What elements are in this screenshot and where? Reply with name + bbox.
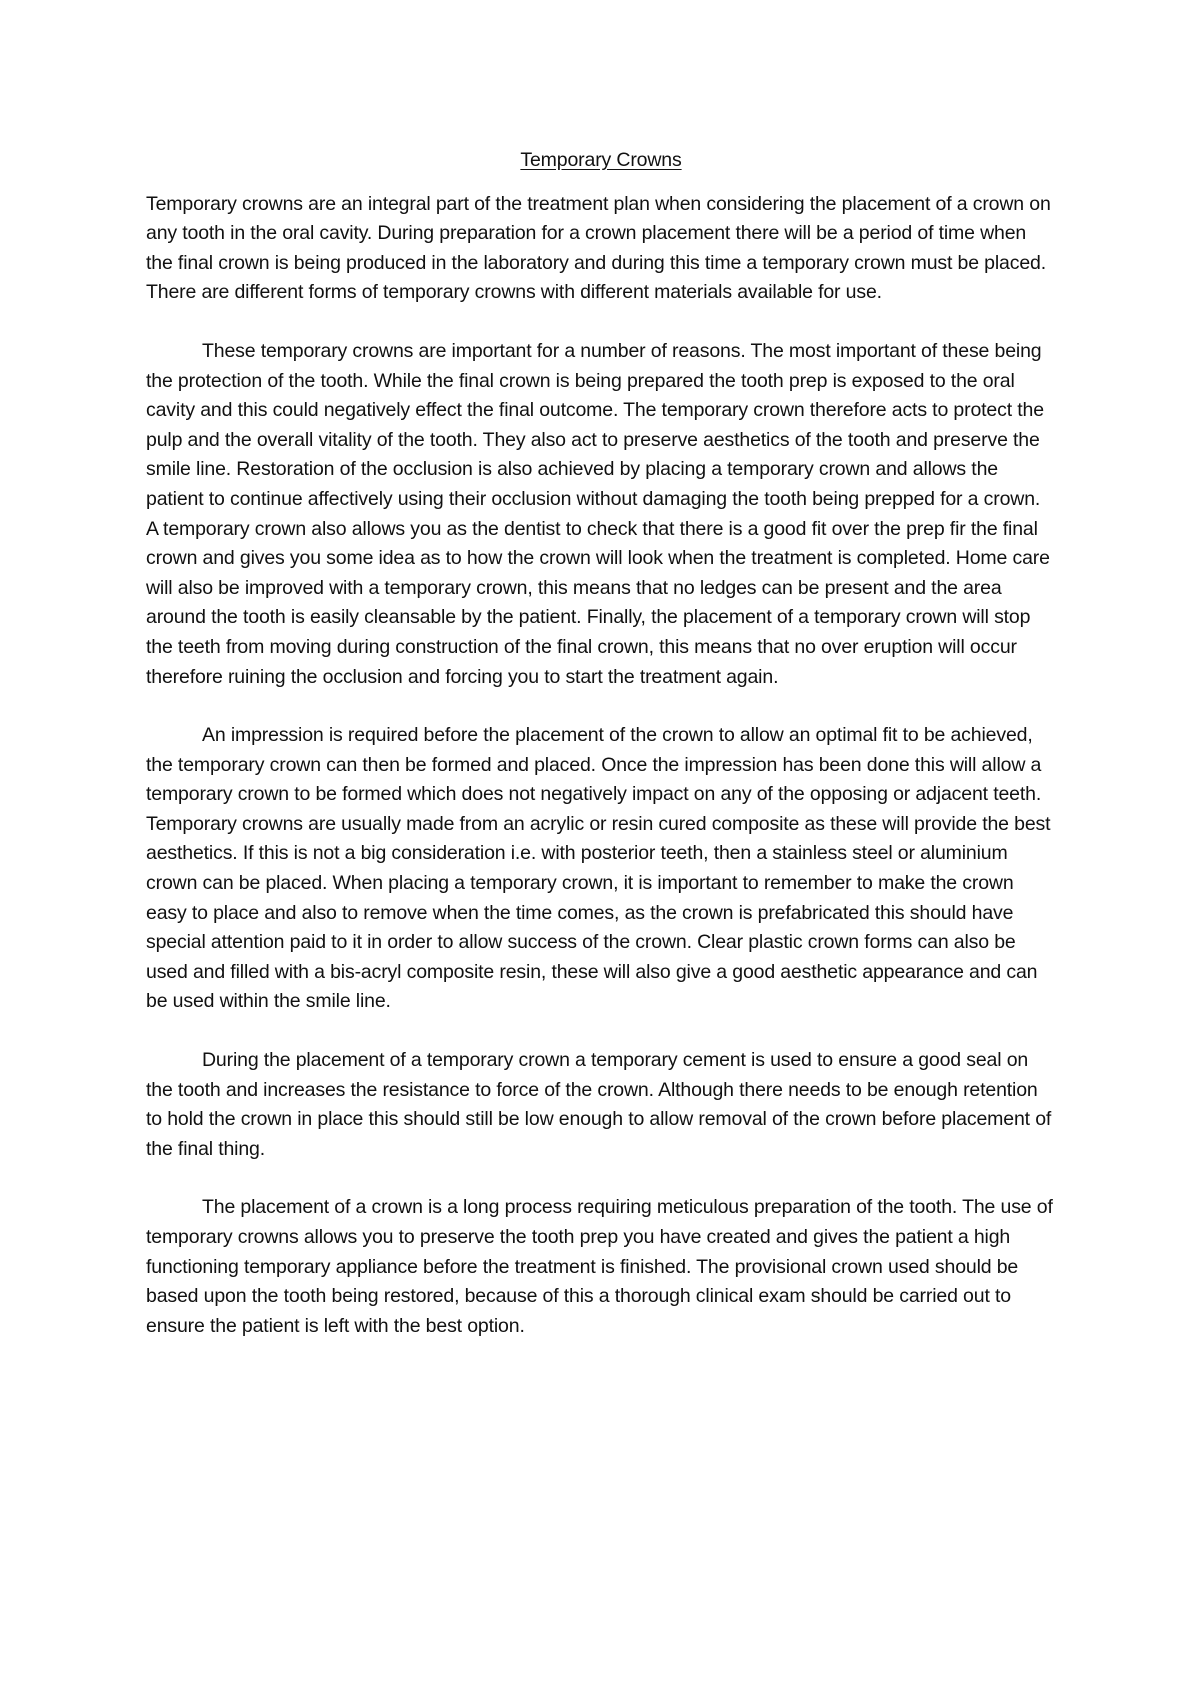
paragraph-impression: An impression is required before the placement of the crown to allow an optimal fit to be achieved, the temporary crown can then be formed and placed. Once the impression has been done this will allow a temporary crown to be formed which does not negatively impact on any of the opposing or adjacent teeth. Temporary crowns are usually made from an acrylic or resin cured composite as these will provide the best aesthetics. If this is not a big consideration i.e. with posterior teeth, then a stainless steel or aluminium crown can be placed. When placing a temporary crown, it is important to remember to make the crown easy to place and also to remove when the time comes, as the crown is prefabricated this should have special attention paid to it in order to allow success of the crown. Clear plastic crown forms can also be used and filled with a bis-acryl composite resin, these will also give a good aesthetic appearance and can be used within the smile line. (146, 724, 1051, 1013)
paragraph-cement: During the placement of a temporary crown a temporary cement is used to ensure a good seal on the tooth and increases the resistance to force of the crown. Although there needs to be enough retention to hold the crown in place this should still be low enough to allow removal of the crown before placement of the final thing. (146, 1049, 1052, 1160)
paragraph-intro: Temporary crowns are an integral part of the treatment plan when considering the placement of a crown on any tooth in the oral cavity. During preparation for a crown placement there will be a period of time when the final crown is being produced in the laboratory and during this time a temporary crown must be placed. There are different forms of temporary crowns with different materials available for use. (146, 192, 1051, 304)
paragraph-importance: These temporary crowns are important for a number of reasons. The most important of these being the protection of the tooth. While the final crown is being prepared the tooth prep is exposed to the oral cavity and this could negatively effect the final outcome. The temporary crown therefore acts to protect the pulp and the overall vitality of the tooth. They also act to preserve aesthetics of the tooth and preserve the smile line. Restoration of the occlusion is also achieved by placing a temporary crown and allows the patient to continue affectively using their occlusion without damaging the tooth being prepped for a crown. A temporary crown also allows you as the dentist to check that there is a good fit over the prep fir the final crown and gives you some idea as to how the crown will look when the treatment is completed. Home care will also be improved with a temporary crown, this means that no ledges can be present and the area around the tooth is easily cleansable by the patient. Finally, the placement of a temporary crown will stop the teeth from moving during construction of the final crown, this means that no over eruption will occur therefore ruining the occlusion and forcing you to start the treatment again. (146, 339, 1050, 688)
document-title: Temporary Crowns (520, 149, 682, 171)
paragraph-conclusion: The placement of a crown is a long process requiring meticulous preparation of the tooth. The use of temporary crowns allows you to preserve the tooth prep you have created and gives the patient a high functioning temporary appliance before the treatment is finished. The provisional crown used should be based upon the tooth being restored, because of this a thorough clinical exam should be carried out to ensure the patient is left with the best option. (146, 1196, 1053, 1337)
document-body (146, 146, 1056, 1370)
